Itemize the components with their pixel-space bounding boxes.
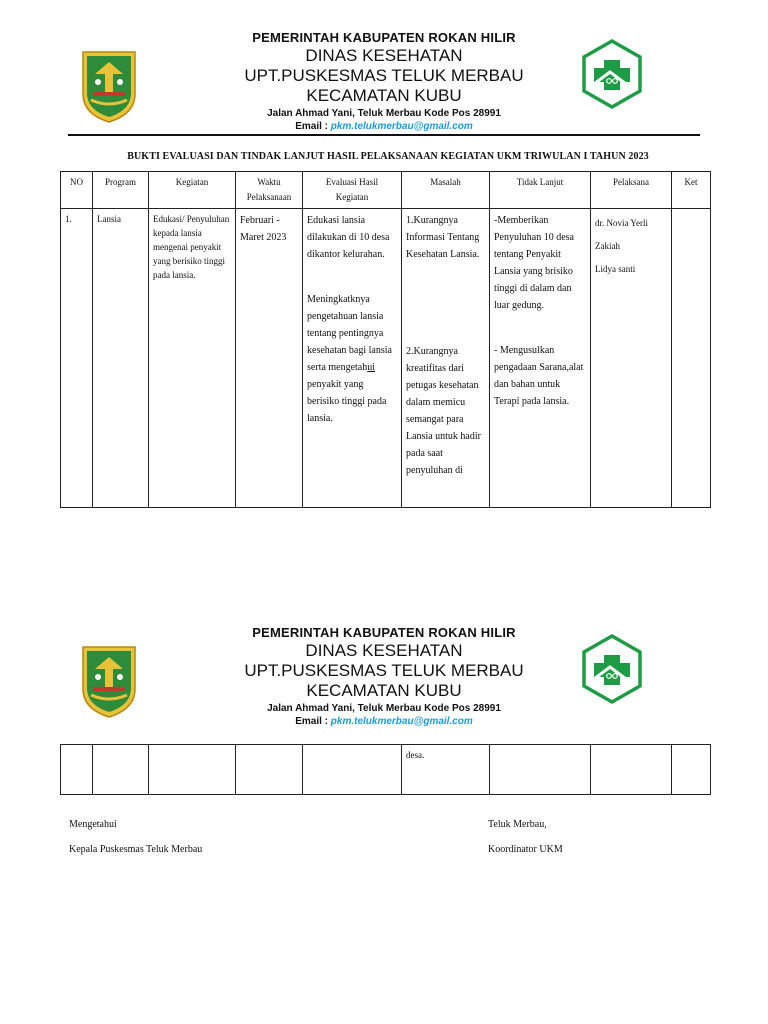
district-name: KECAMATAN KUBU [306, 681, 462, 700]
puskesmas-name: UPT.PUSKESMAS TELUK MERBAU [244, 661, 524, 680]
cell-waktu: Februari - Maret 2023 [236, 209, 303, 508]
regency-emblem-icon [79, 643, 139, 719]
address: Jalan Ahmad Yani, Teluk Merbau Kode Pos 28991 [267, 108, 501, 119]
regency-emblem-icon [79, 48, 139, 124]
continued-table [60, 744, 711, 795]
cell-pelaksana [591, 745, 672, 795]
col-masalah-header: Masalah [402, 172, 490, 209]
sign-left-title: Kepala Puskesmas Teluk Merbau [69, 844, 203, 855]
sign-right-title: Koordinator UKM [488, 844, 563, 855]
address: Jalan Ahmad Yani, Teluk Merbau Kode Pos 28991 [267, 703, 501, 714]
government-name: PEMERINTAH KABUPATEN ROKAN HILIR [252, 625, 516, 640]
cell-evaluasi [303, 745, 402, 795]
email-link[interactable]: pkm.telukmerbau@gmail.com [330, 716, 473, 727]
cell-ket [672, 745, 711, 795]
puskesmas-name: UPT.PUSKESMAS TELUK MERBAU [244, 66, 524, 85]
cell-masalah: desa. [402, 745, 490, 795]
tindak-part-2: - Mengusulkan pengadaan Sarana,alat dan bahan untuk Terapi pada lansia. [494, 345, 584, 407]
tindak-part-1: -Memberikan Penyuluhan 10 desa tentang Penyakit Lansia yang brisiko tinggi di dalam dan luar gedung. [494, 215, 574, 311]
cell-ket [672, 209, 711, 508]
cell-evaluasi [303, 209, 402, 508]
email-label: Email : [295, 121, 328, 132]
col-waktu-header: Waktu Pelaksanaan [236, 172, 303, 209]
document-title: BUKTI EVALUASI DAN TINDAK LANJUT HASIL PELAKSANAAN KEGIATAN UKM TRIWULAN I TAHUN 2023 [127, 151, 649, 162]
col-no-header: NO [61, 172, 93, 209]
col-kegiatan-header: Kegiatan [149, 172, 236, 209]
email-link[interactable]: pkm.telukmerbau@gmail.com [330, 121, 473, 132]
cell-program [93, 745, 149, 795]
letterhead-text [180, 625, 588, 728]
letterhead-text [180, 30, 588, 133]
col-pelaksana-header: Pelaksana [591, 172, 672, 209]
letterhead [0, 625, 768, 725]
cell-tindak-lanjut [490, 745, 591, 795]
col-tindak-header: Tidak Lanjut [490, 172, 591, 209]
col-evaluasi-header: Evaluasi Hasil Kegiatan [303, 172, 402, 209]
masalah-part-1: 1.Kurangnya Informasi Tentang Kesehatan Lansia. [406, 215, 480, 260]
cell-no [61, 745, 93, 795]
cell-kegiatan [149, 745, 236, 795]
col-ket-header: Ket [672, 172, 711, 209]
letterhead [0, 30, 768, 130]
puskesmas-logo-icon [580, 38, 644, 110]
sign-left-mengetahui: Mengetahui [69, 819, 117, 830]
table-row [61, 745, 711, 795]
evaluasi-part-1: Edukasi lansia dilakukan di 10 desa dikantor kelurahan. [307, 215, 390, 260]
masalah-part-2: 2.Kurangnya kreatifitas dari petugas kesehatan dalam memicu semangat para Lansia untuk hadir pada saat penyuluhan di [406, 346, 481, 476]
government-name: PEMERINTAH KABUPATEN ROKAN HILIR [252, 30, 516, 45]
agency-name: DINAS KESEHATAN [305, 46, 463, 65]
cell-tindak-lanjut [490, 209, 591, 508]
table-header-row [61, 172, 711, 209]
pelaksana-1: dr. Novia Yerli [595, 218, 649, 228]
email-line [180, 715, 588, 728]
cell-pelaksana [591, 209, 672, 508]
pelaksana-3: Lidya santi [595, 264, 636, 274]
pelaksana-2: Zakiah [595, 241, 620, 251]
evaluasi-part-2: Meningkatknya pengetahuan lansia tentang pentingnya kesehatan bagi lansia serta mengetahui penyakit yang berisiko tinggi pada lansia. [307, 294, 392, 424]
sign-right-place: Teluk Merbau, [488, 819, 547, 830]
letterhead-divider [68, 134, 700, 136]
cell-program: Lansia [93, 209, 149, 508]
puskesmas-logo-icon [580, 633, 644, 705]
page-2 [0, 625, 768, 1024]
cell-waktu [236, 745, 303, 795]
email-line [180, 120, 588, 133]
col-program-header: Program [93, 172, 149, 209]
cell-masalah [402, 209, 490, 508]
cell-kegiatan: Edukasi/ Penyuluhan kepada lansia mengenai penyakit yang berisiko tinggi pada lansia. [149, 209, 236, 508]
cell-no: 1. [61, 209, 93, 508]
evaluation-table [60, 171, 711, 508]
email-label: Email : [295, 716, 328, 727]
agency-name: DINAS KESEHATAN [305, 641, 463, 660]
table-row [61, 209, 711, 508]
district-name: KECAMATAN KUBU [306, 86, 462, 105]
page-1 [0, 30, 768, 520]
